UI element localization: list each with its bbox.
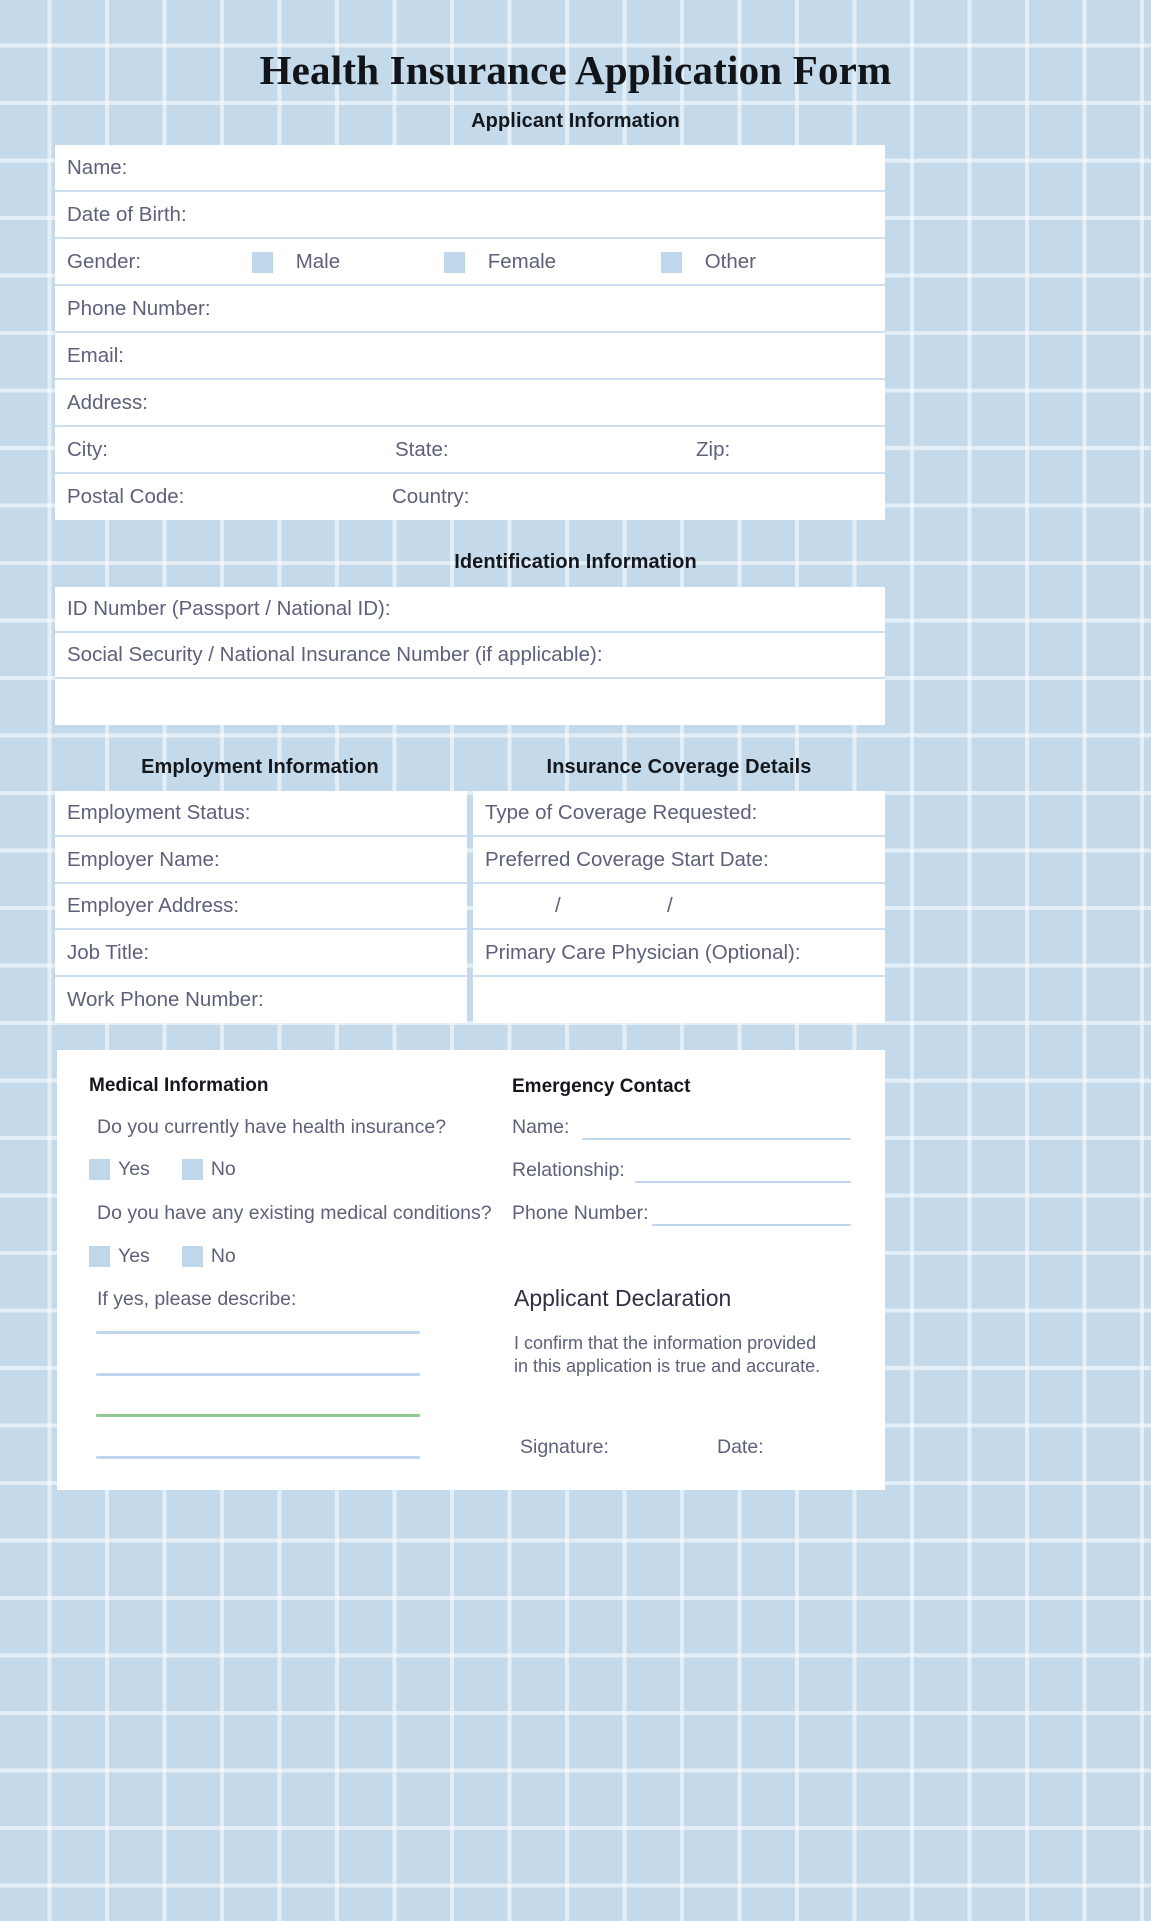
- label-existing-conditions-no: No: [210, 1245, 236, 1267]
- field-label-phone-number: Phone Number:: [67, 296, 211, 320]
- gender-option-male-label: Male: [295, 249, 341, 273]
- field-row-gender: [55, 239, 885, 286]
- field-row-job-title[interactable]: [55, 930, 467, 977]
- field-row-primary-care-physician[interactable]: [473, 930, 885, 977]
- date-separator-slash-1: /: [555, 894, 561, 917]
- checkbox-existing-conditions-yes[interactable]: [89, 1246, 110, 1267]
- field-row-coverage-date-entry[interactable]: [473, 884, 885, 930]
- date-separator-slash-2: /: [667, 894, 673, 917]
- emergency-contact-relationship-label: Relationship:: [512, 1159, 625, 1181]
- field-row-type-of-coverage[interactable]: [473, 791, 885, 837]
- field-row-email[interactable]: [55, 333, 885, 380]
- checkbox-gender-other[interactable]: [661, 252, 682, 273]
- field-row-date-of-birth[interactable]: [55, 192, 885, 239]
- checkbox-gender-male[interactable]: [252, 252, 273, 273]
- field-label-date-of-birth: Date of Birth:: [67, 202, 187, 226]
- field-label-preferred-start-date: Preferred Coverage Start Date:: [485, 847, 769, 871]
- declaration-statement: [514, 1332, 864, 1378]
- field-label-postal-code: Postal Code:: [67, 485, 185, 508]
- field-row-identification-blank[interactable]: [55, 679, 885, 725]
- gender-option-other[interactable]: [661, 250, 756, 274]
- field-row-name[interactable]: [55, 145, 885, 192]
- field-row-city-state-zip: [55, 427, 885, 474]
- signature-label: Signature:: [520, 1436, 609, 1458]
- emergency-contact-name-line[interactable]: [582, 1138, 851, 1140]
- label-existing-conditions-yes: Yes: [118, 1245, 150, 1267]
- field-label-work-phone-number: Work Phone Number:: [67, 988, 264, 1011]
- field-row-work-phone-number[interactable]: [55, 977, 467, 1023]
- signature-date-label: Date:: [717, 1436, 764, 1458]
- section-heading-insurance-coverage-details: Insurance Coverage Details: [546, 756, 812, 778]
- medical-describe-line-4[interactable]: [96, 1456, 420, 1459]
- field-row-preferred-start-date[interactable]: [473, 837, 885, 884]
- medical-describe-prompt: If yes, please describe:: [97, 1288, 297, 1310]
- medical-and-declaration-card: [57, 1050, 885, 1490]
- field-label-country: Country:: [392, 485, 470, 508]
- field-label-zip: Zip:: [696, 437, 731, 461]
- label-current-insurance-yes: Yes: [118, 1158, 150, 1180]
- field-label-id-number: ID Number (Passport / National ID):: [67, 597, 391, 620]
- emergency-contact-phone-label: Phone Number:: [512, 1202, 649, 1224]
- checkbox-gender-female[interactable]: [444, 252, 465, 273]
- field-row-address[interactable]: [55, 380, 885, 427]
- section-heading-employment-information: Employment Information: [141, 756, 379, 778]
- section-heading-medical-information: Medical Information: [89, 1075, 269, 1096]
- field-label-gender: Gender:: [67, 249, 142, 273]
- emergency-contact-phone-line[interactable]: [652, 1224, 851, 1226]
- field-row-employer-name[interactable]: [55, 837, 467, 884]
- declaration-statement-line-1: I confirm that the information provided: [514, 1333, 817, 1353]
- field-label-email: Email:: [67, 343, 124, 367]
- page-title: Health Insurance Application Form: [259, 47, 892, 93]
- employment-information-table: [55, 791, 467, 1023]
- field-row-employment-status[interactable]: [55, 791, 467, 837]
- emergency-contact-name-label: Name:: [512, 1116, 570, 1138]
- section-heading-applicant-information: Applicant Information: [471, 110, 680, 132]
- applicant-information-table: [55, 145, 885, 520]
- field-label-primary-care-physician: Primary Care Physician (Optional):: [485, 940, 801, 964]
- checkbox-current-insurance-yes[interactable]: [89, 1159, 110, 1180]
- field-label-type-of-coverage: Type of Coverage Requested:: [485, 801, 758, 824]
- label-current-insurance-no: No: [210, 1158, 236, 1180]
- medical-answer-row-existing-conditions: [89, 1245, 236, 1268]
- medical-describe-line-3[interactable]: [96, 1414, 420, 1417]
- declaration-statement-line-2: in this application is true and accurate.: [514, 1356, 821, 1377]
- section-heading-identification-information: Identification Information: [454, 551, 697, 573]
- checkbox-current-insurance-no[interactable]: [182, 1159, 203, 1180]
- medical-question-existing-conditions: Do you have any existing medical conditions?: [97, 1202, 492, 1224]
- field-label-state: State:: [395, 437, 449, 461]
- medical-question-current-insurance: Do you currently have health insurance?: [97, 1116, 447, 1138]
- field-label-job-title: Job Title:: [67, 940, 150, 964]
- medical-answer-row-current-insurance: [89, 1158, 236, 1181]
- section-heading-applicant-declaration: Applicant Declaration: [514, 1285, 732, 1311]
- field-row-postal-code-country: [55, 474, 885, 520]
- gender-option-female-label: Female: [487, 249, 557, 273]
- field-row-employer-address[interactable]: [55, 884, 467, 930]
- field-row-id-number[interactable]: [55, 587, 885, 633]
- emergency-contact-relationship-line[interactable]: [635, 1181, 851, 1183]
- checkbox-existing-conditions-no[interactable]: [182, 1246, 203, 1267]
- field-label-employment-status: Employment Status:: [67, 801, 251, 824]
- section-heading-emergency-contact: Emergency Contact: [512, 1076, 691, 1097]
- insurance-coverage-details-table: [473, 791, 885, 1023]
- gender-option-other-label: Other: [704, 249, 756, 273]
- medical-describe-line-1[interactable]: [96, 1331, 420, 1334]
- field-row-social-security-number[interactable]: [55, 633, 885, 679]
- field-label-employer-address: Employer Address:: [67, 894, 240, 917]
- identification-information-table: [55, 587, 885, 725]
- gender-option-male[interactable]: [252, 250, 340, 274]
- field-row-phone-number[interactable]: [55, 286, 885, 333]
- field-label-social-security-number: Social Security / National Insurance Number (if applicable):: [67, 643, 603, 666]
- field-label-employer-name: Employer Name:: [67, 847, 220, 871]
- medical-describe-line-2[interactable]: [96, 1373, 420, 1376]
- field-row-coverage-blank[interactable]: [473, 977, 885, 1023]
- field-label-city: City:: [67, 437, 108, 461]
- field-label-address: Address:: [67, 390, 148, 414]
- field-label-name: Name:: [67, 155, 128, 179]
- gender-option-female[interactable]: [444, 250, 556, 274]
